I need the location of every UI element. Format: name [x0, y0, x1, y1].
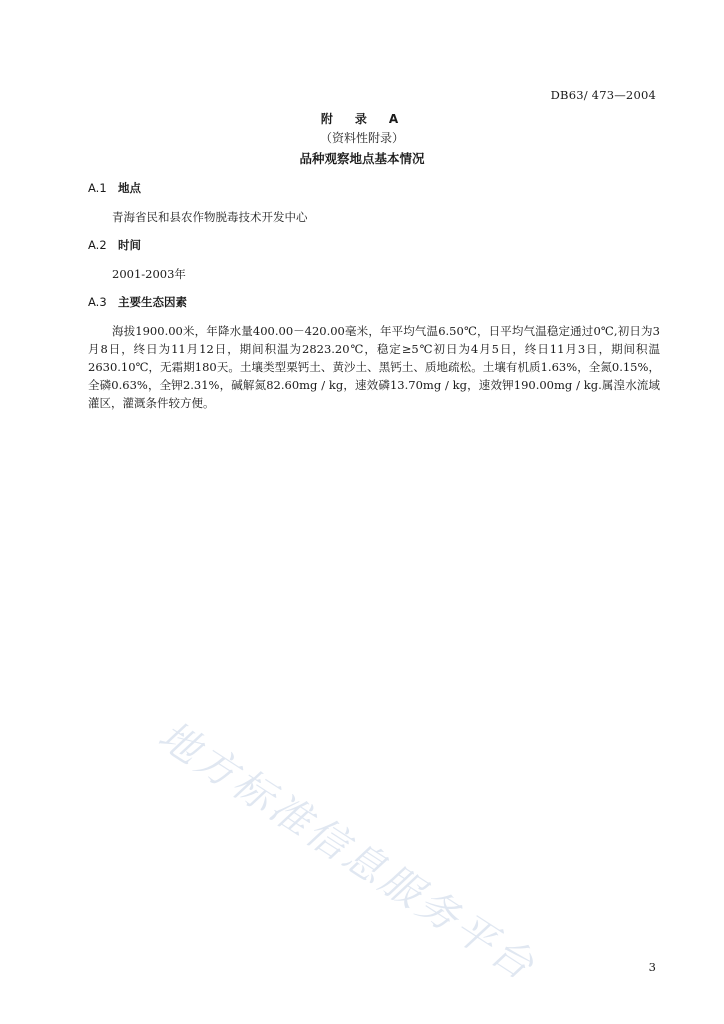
section-heading-a1	[88, 180, 141, 196]
watermark: 地方标准信息服务平台	[150, 712, 545, 991]
section-heading-a3	[88, 294, 187, 310]
section-text-a3: 海拔1900.00米，年降水量400.00－420.00毫米，年平均气温6.50℃，日平均气温稳定通过0℃,初日为3月8日，终日为11月12日，期间积温为2823.20℃，稳定≥5℃初日为4月5日，终日11月3日，期间积温2630.10℃，无霜期180天。土壤类型栗钙土、黄沙土、黑钙土、质地疏松。土壤有机质1.63%，全氮0.15%，全磷0.63%，全钾2.31%，碱解氮82.60mg / kg，速效磷13.70mg / kg，速效钾190.00mg / kg.属湟水流域灌区，灌溉条件较方便。	[88, 324, 660, 410]
annex-subtitle: （资料性附录）	[319, 131, 404, 145]
section-number: A.2	[88, 238, 107, 252]
section-number: A.1	[88, 181, 107, 195]
section-title: 主要生态因素	[118, 295, 187, 309]
section-title: 地点	[118, 181, 141, 195]
section-text-a1: 青海省民和县农作物脱毒技术开发中心	[112, 210, 308, 224]
section-title: 时间	[118, 238, 141, 252]
section-text-a2: 2001-2003年	[112, 267, 186, 281]
section-heading-a2	[88, 237, 141, 253]
page-number: 3	[648, 960, 656, 974]
annex-title: 附 录 A	[320, 112, 404, 126]
section-number: A.3	[88, 295, 107, 309]
annex-heading: 品种观察地点基本情况	[299, 151, 425, 166]
document-code: DB63/ 473—2004	[550, 88, 656, 102]
